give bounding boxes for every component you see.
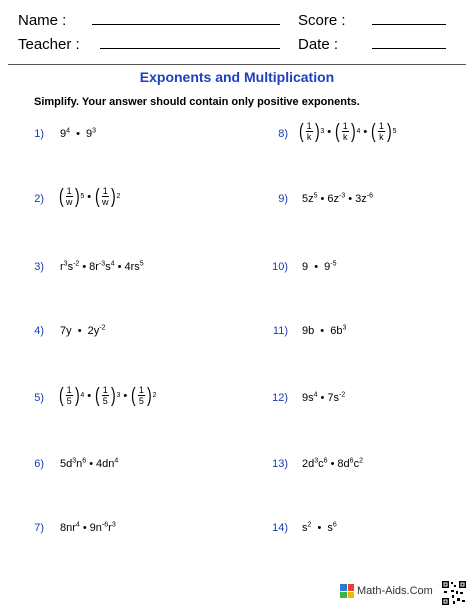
problem-9-expression: $5z^5$ • $6z^{-3}$ • $3z^{-6}$	[302, 192, 373, 205]
problem-number: 12)	[272, 392, 288, 404]
score-label: Score :	[298, 12, 346, 29]
problem-number: 9)	[278, 193, 288, 205]
instructions: Simplify. Your answer should contain only positive exponents.	[34, 96, 360, 108]
date-label: Date :	[298, 36, 339, 53]
problem-number: 1)	[34, 128, 44, 140]
problem-number: 14)	[272, 522, 288, 534]
teacher-line[interactable]	[100, 48, 280, 49]
problem-number: 6)	[34, 458, 44, 470]
name-line[interactable]	[92, 24, 280, 25]
problem-13-expression: $2d^3c^6$ • $8d^6c^2$	[302, 457, 363, 470]
problem-14-expression: $s^2$ • $s^6$	[302, 521, 337, 534]
teacher-label: Teacher :	[18, 36, 80, 53]
problem-number: 7)	[34, 522, 44, 534]
brand-text: Math-Aids.Com	[357, 585, 433, 597]
header-divider	[8, 64, 466, 65]
problem-number: 4)	[34, 325, 44, 337]
problem-number: 11)	[272, 325, 288, 337]
score-line[interactable]	[372, 24, 446, 25]
problem-12-expression: $9s^4$ • $7s^{-2}$	[302, 391, 346, 404]
problem-6-expression: $5d^3n^6$ • $4dn^4$	[60, 457, 119, 470]
footer-brand[interactable]	[340, 584, 433, 598]
problem-number: 8)	[278, 128, 288, 140]
math-aids-logo-icon	[340, 584, 354, 598]
problem-number: 5)	[34, 392, 44, 404]
problem-3-expression: $r^3s^{-2}$ • $8r^{-3}s^4$ • $4rs^5$	[60, 260, 144, 273]
problem-4-expression: 7y • $2y^{-2}$	[60, 324, 106, 337]
date-line[interactable]	[372, 48, 446, 49]
problem-number: 2)	[34, 193, 44, 205]
worksheet-title: Exponents and Multiplication	[139, 69, 335, 85]
name-label: Name :	[18, 12, 67, 29]
problem-number: 13)	[272, 458, 288, 470]
problem-1-expression: $9^4$ • $9^3$	[60, 127, 97, 140]
problem-11-expression: 9b • $6b^3$	[302, 324, 347, 337]
qr-code-icon	[441, 580, 467, 606]
problem-number: 3)	[34, 261, 44, 273]
problem-7-expression: $8nr^4$ • $9n^{-6}r^3$	[60, 521, 116, 534]
problem-10-expression: 9 • $9^{-5}$	[302, 260, 337, 273]
problem-number: 10)	[272, 261, 288, 273]
